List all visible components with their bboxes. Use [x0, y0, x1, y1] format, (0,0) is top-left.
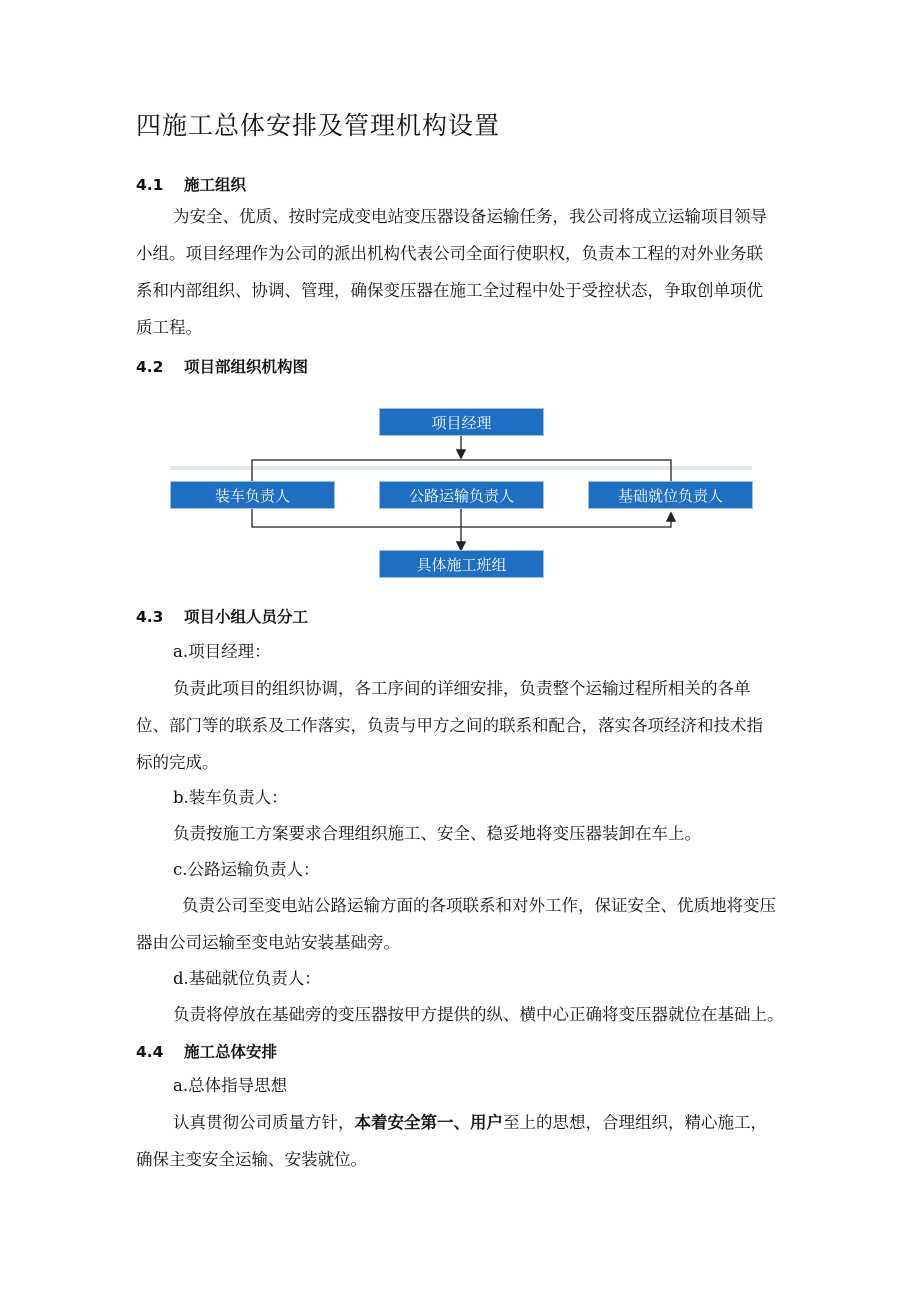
page-title: 四施工总体安排及管理机构设置	[136, 111, 501, 140]
text-segment: 至上的思想，合理组织，精心施工，确保主变安全运输、安装就位。	[136, 1113, 767, 1169]
section-number: 4.3	[136, 608, 164, 626]
item-label-b: b.装车负责人：	[173, 788, 288, 807]
item-text-b: 负责按施工方案要求合理组织施工、安全、稳妥地将变压器装卸在车上。	[173, 824, 701, 843]
paragraph-4-1: 为安全、优质、按时完成变电站变压器设备运输任务，我公司将成立运输项目领导小组。项目经理作为公司的派出机构代表公司全面行使职权，负责本工程的对外业务联系和内部组织、协调、管理，确保变压器在施工全过程中处于受控状态，争取创单项优质工程。	[136, 207, 767, 337]
org-chart	[0, 0, 920, 600]
item-label-a: a.项目经理：	[173, 642, 271, 661]
section-number: 4.4	[136, 1043, 164, 1061]
text-segment: 认真贯彻公司质量方针，	[173, 1113, 355, 1132]
section-title: 施工总体安排	[184, 1043, 278, 1061]
section-number: 4.1	[136, 176, 164, 194]
bracket-top	[252, 460, 671, 481]
bold-text-segment: 本着安全第一、用户	[354, 1113, 503, 1132]
paragraph-4-4	[136, 1104, 776, 1178]
org-box-loading: 装车负责人	[171, 482, 334, 508]
item-label-d: d.基础就位负责人：	[173, 969, 321, 988]
section-heading-4-4	[136, 1040, 277, 1062]
item-text-a: 负责此项目的组织协调，各工序间的详细安排，负责整个运输过程所相关的各单位、部门等的联系及工作落实，负责与甲方之间的联系和配合，落实各项经济和技术指标的完成。	[136, 679, 763, 772]
org-box-project-manager: 项目经理	[380, 409, 543, 435]
org-box-construction-team: 具体施工班组	[380, 551, 543, 577]
org-chart-connectors	[0, 0, 920, 600]
section-title: 项目部组织机构图	[184, 358, 309, 376]
section-number: 4.2	[136, 358, 164, 376]
item-text-d: 负责将停放在基础旁的变压器按甲方提供的纵、横中心正确将变压器就位在基础上。	[173, 1005, 784, 1024]
section-heading-4-3	[136, 605, 308, 627]
org-box-road-transport: 公路运输负责人	[380, 482, 543, 508]
org-box-foundation: 基础就位负责人	[589, 482, 752, 508]
section-title: 项目小组人员分工	[184, 608, 309, 626]
item-label-guiding: a.总体指导思想	[173, 1076, 288, 1095]
item-text-c: 负责公司至变电站公路运输方面的各项联系和对外工作，保证安全、优质地将变压器由公司运输至变电站安装基础旁。	[136, 896, 776, 952]
section-title: 施工组织	[184, 176, 247, 194]
item-label-c: c.公路运输负责人：	[173, 860, 320, 879]
